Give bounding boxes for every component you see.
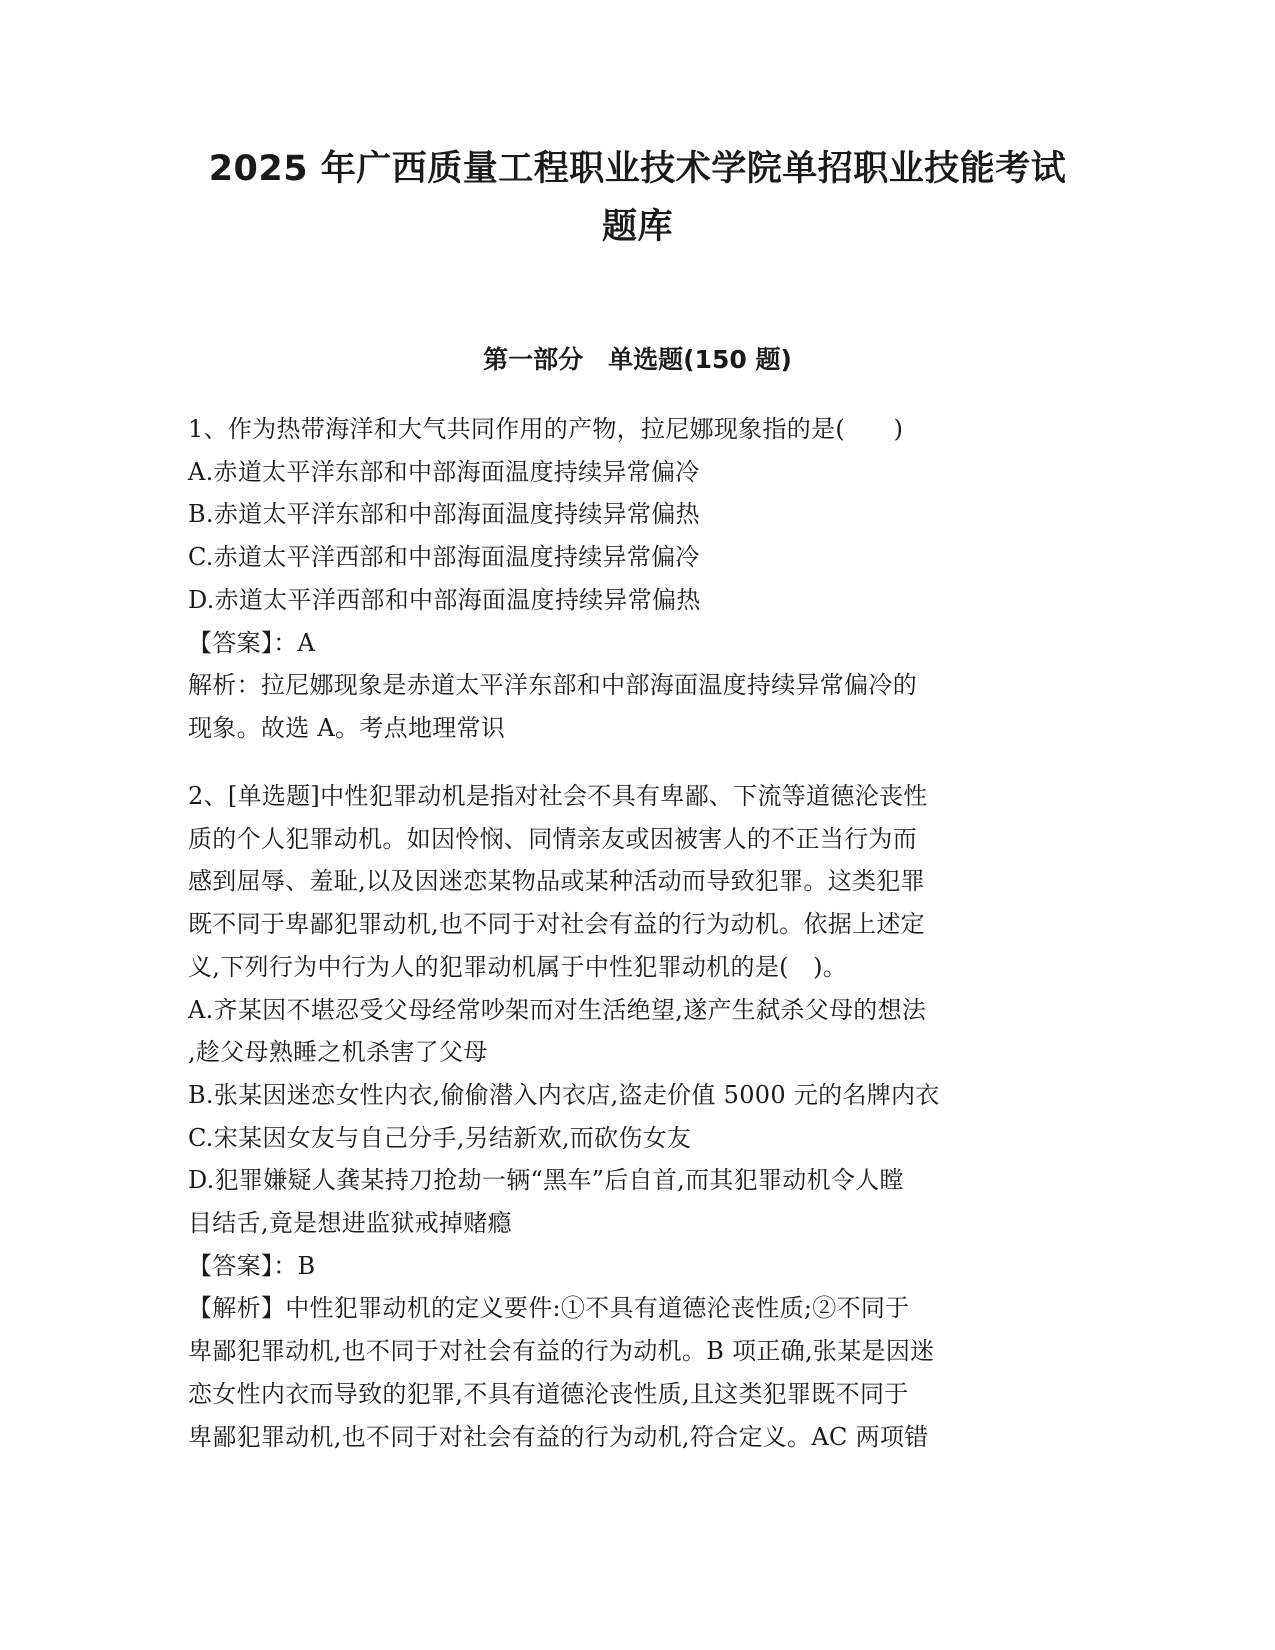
option-c: C.赤道太平洋西部和中部海面温度持续异常偏冷 — [188, 543, 700, 572]
question-stem: 1、作为热带海洋和大气共同作用的产物，拉尼娜现象指的是( ) — [188, 415, 904, 443]
explanation-line: 现象。故选 A。考点地理常识 — [188, 713, 506, 742]
explanation-line: 卑鄙犯罪动机,也不同于对社会有益的行为动机。B 项正确,张某是因迷 — [188, 1337, 935, 1366]
answer: 【答案】：B — [188, 1251, 316, 1280]
explanation-line: 卑鄙犯罪动机,也不同于对社会有益的行为动机,符合定义。AC 两项错 — [188, 1422, 929, 1451]
explanation-line: 解析：拉尼娜现象是赤道太平洋东部和中部海面温度持续异常偏冷的 — [188, 671, 917, 700]
document-title — [150, 140, 1125, 256]
option-b: B.赤道太平洋东部和中部海面温度持续异常偏热 — [188, 500, 700, 529]
option-a-continued: ,趁父母熟睡之机杀害了父母 — [188, 1038, 488, 1067]
title-line: 题库 — [601, 207, 673, 247]
option-a: A.赤道太平洋东部和中部海面温度持续异常偏冷 — [188, 457, 700, 486]
option-d: D.赤道太平洋西部和中部海面温度持续异常偏热 — [188, 585, 701, 614]
question-stem-line: 感到屈辱、羞耻,以及因迷恋某物品或某种活动而导致犯罪。这类犯罪 — [188, 867, 925, 896]
option-d: D.犯罪嫌疑人龚某持刀抢劫一辆“黑车”后自首,而其犯罪动机令人瞠 — [188, 1166, 904, 1195]
question-1 — [188, 408, 1088, 750]
explanation-line: 【解析】中性犯罪动机的定义要件:①不具有道德沦丧性质;②不同于 — [188, 1294, 910, 1323]
question-stem-line: 质的个人犯罪动机。如因怜悯、同情亲友或因被害人的不正当行为而 — [188, 824, 917, 853]
option-a: A.齐某因不堪忍受父母经常吵架而对生活绝望,遂产生弑杀父母的想法 — [188, 995, 927, 1024]
option-d-continued: 目结舌,竟是想进监狱戒掉赌瘾 — [188, 1209, 512, 1238]
question-stem-line: 2、[单选题]中性犯罪动机是指对社会不具有卑鄙、下流等道德沦丧性 — [188, 782, 928, 810]
question-stem-line: 义,下列行为中行为人的犯罪动机属于中性犯罪动机的是( )。 — [188, 952, 848, 981]
explanation-line: 恋女性内衣而导致的犯罪,不具有道德沦丧性质,且这类犯罪既不同于 — [188, 1379, 909, 1408]
question-2 — [188, 775, 1088, 1458]
answer: 【答案】：A — [188, 628, 316, 657]
option-b: B.张某因迷恋女性内衣,偷偷潜入内衣店,盗走价值 5000 元的名牌内衣 — [188, 1080, 940, 1109]
question-stem-line: 既不同于卑鄙犯罪动机,也不同于对社会有益的行为动机。依据上述定 — [188, 910, 925, 939]
section-heading: 第一部分 单选题(150 题) — [483, 345, 792, 374]
title-line: 2025 年广西质量工程职业技术学院单招职业技能考试 — [208, 149, 1067, 189]
option-c: C.宋某因女友与自己分手,另结新欢,而砍伤女友 — [188, 1123, 692, 1152]
